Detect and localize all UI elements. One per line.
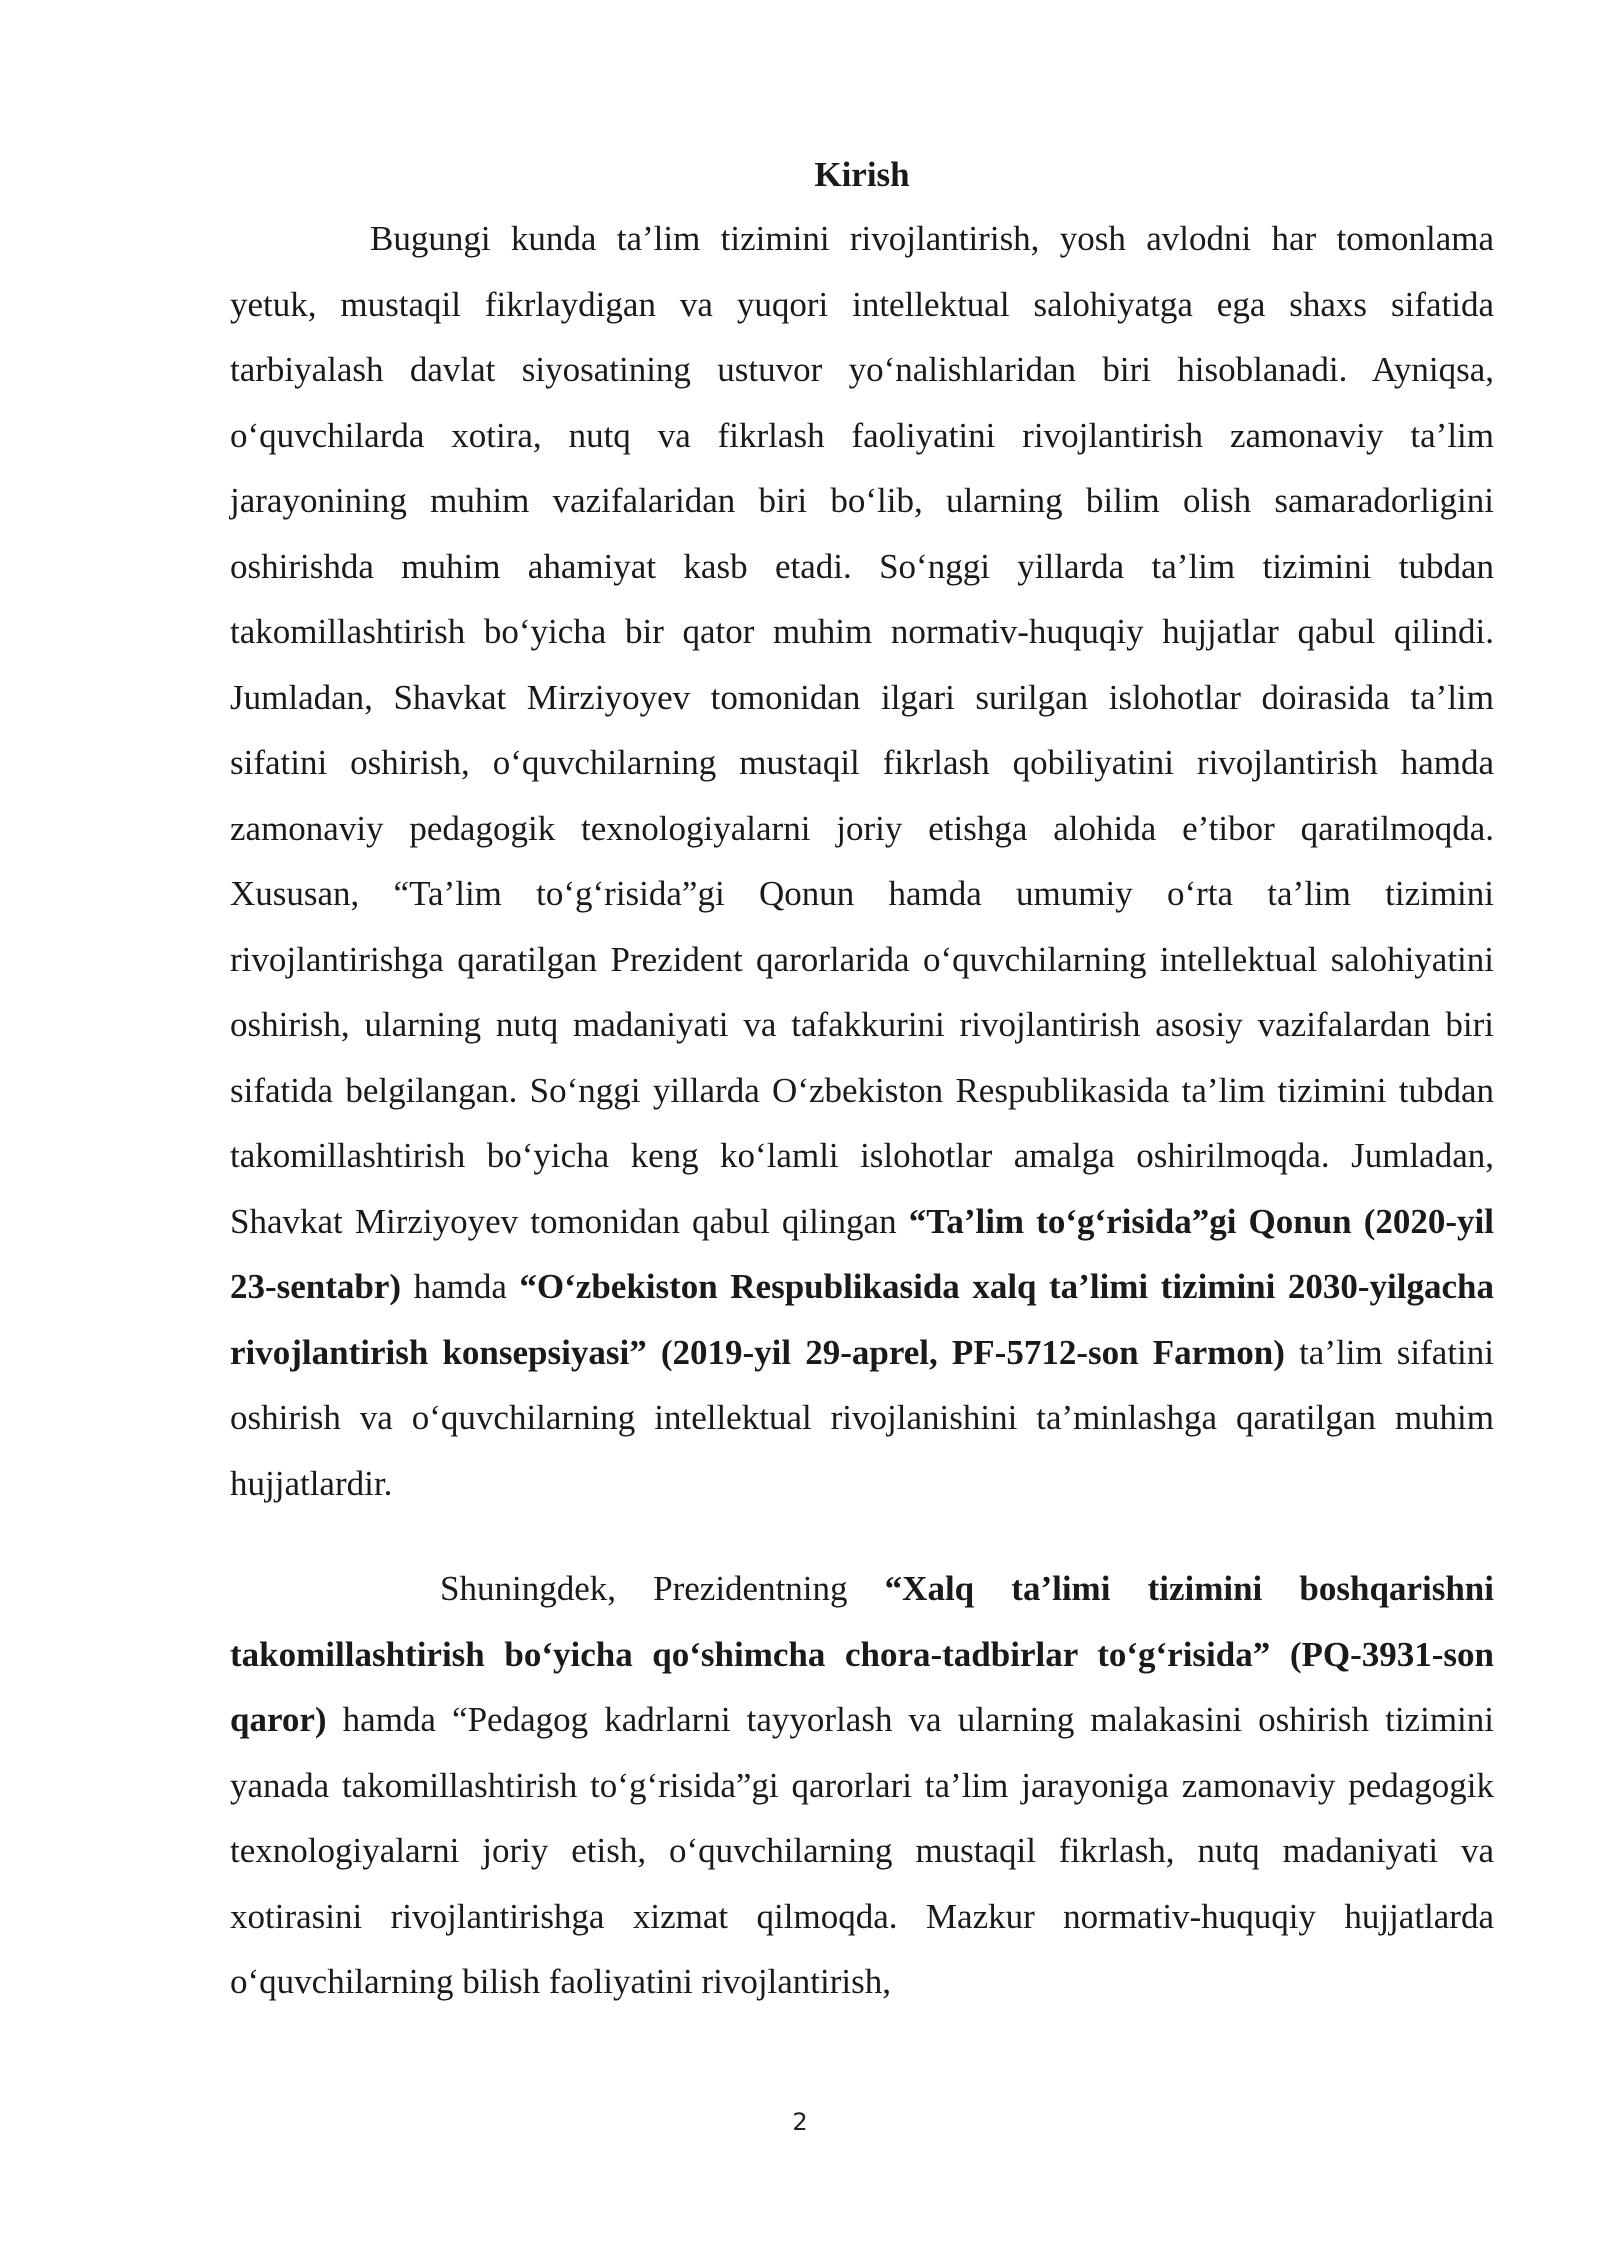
page-number: 2 [792,2108,808,2136]
paragraph-text: hamda “Pedagog kadrlarni tayyorlash va ularning malakasini oshirish tizimini yanada takomillashtirish to‘g‘risida”gi qarorlari ta’lim jarayoniga zamonaviy pedagogik texnologiyalarni joriy etish, o‘quvchilarning mustaqil fikrlash, nutq madaniyati va xotirasini rivojlantirishga xizmat qilmoqda. Mazkur normativ-huquqiy hujjatlarda o‘quvchilarning bilish faoliyatini rivojlantirish, [230,1700,1494,2001]
paragraph-text: Shuningdek, Prezidentning [440,1569,885,1608]
decree-reference-bold: “Xalq ta’limi tizimini boshqarishni takomillashtirish bo‘yicha qo‘shimcha chora-tadbirlar to‘g‘risida” (PQ-3931-son qaror) [230,1569,1494,1739]
paragraph-decrees [230,1556,1494,2015]
paragraph-text: hamda [401,1267,520,1306]
paragraph-text: Bugungi kunda ta’lim tizimini rivojlantirish, yosh avlodni har tomonlama yetuk, mustaqil fikrlaydigan va yuqori intellektual salohiyatga ega shaxs sifatida tarbiyalash davlat siyosatining ustuvor yo‘nalishlaridan biri hisoblanadi. Ayniqsa, o‘quvchilarda xotira, nutq va fikrlash faoliyatini rivojlantirish zamonaviy ta’lim jarayonining muhim vazifalaridan biri bo‘lib, ularning bilim olish samaradorligini oshirishda muhim ahamiyat kasb etadi. So‘nggi yillarda ta’lim tizimini tubdan takomillashtirish bo‘yicha bir qator muhim normativ-huquqiy hujjatlar qabul qilindi. Jumladan, Shavkat Mirziyoyev tomonidan ilgari surilgan islohotlar doirasida ta’lim sifatini oshirish, o‘quvchilarning mustaqil fikrlash qobiliyatini rivojlantirish hamda zamonaviy pedagogik texnologiyalarni joriy etishga alohida e’tibor qaratilmoqda. Xususan, “Ta’lim to‘g‘risida”gi Qonun hamda umumiy o‘rta ta’lim tizimini rivojlantirishga qaratilgan Prezident qarorlarida o‘quvchilarning intellektual salohiyatini oshirish, ularning nutq madaniyati va tafakkurini rivojlantirish asosiy vazifalardan biri sifatida belgilangan. So‘nggi yillarda O‘zbekiston Respublikasida ta’lim tizimini tubdan takomillashtirish bo‘yicha keng ko‘lamli islohotlar amalga oshirilmoqda. Jumladan, Shavkat Mirziyoyev tomonidan qabul qilingan [230,219,1494,1241]
law-reference-bold: “Ta’lim to‘g‘risida”gi Qonun (2020-yil 23-sentabr) [230,1201,1494,1306]
document-page [230,150,1494,2015]
paragraph-introduction [230,206,1494,1516]
concept-reference-bold: “O‘zbekiston Respublikasida xalq ta’limi tizimini 2030-yilgacha rivojlantirish konsepsiyasi” (2019-yil 29-aprel, PF-5712-son Farmon) [230,1267,1494,1372]
section-title: Kirish [814,155,910,194]
paragraph-text: ta’lim sifatini oshirish va o‘quvchilarning intellektual rivojlanishini ta’minlashga qaratilgan muhim hujjatlardir. [230,1332,1494,1503]
